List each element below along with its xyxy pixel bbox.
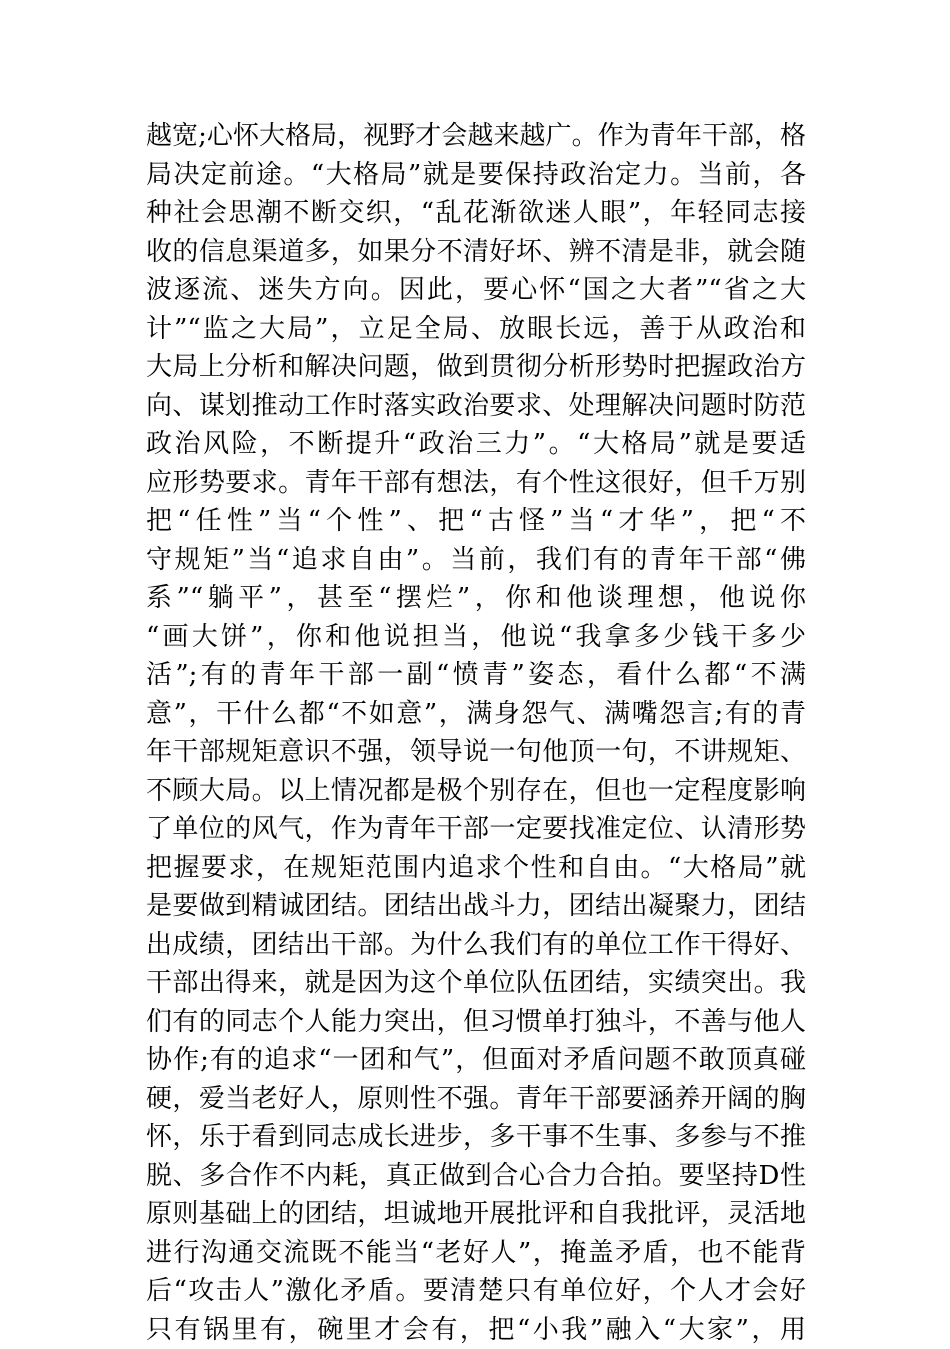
body-text <box>146 117 806 1349</box>
text-line: 越宽;心怀大格局，视野才会越来越广。作为青年干部，格 <box>146 117 806 156</box>
text-line: 硬，爱当老好人，原则性不强。青年干部要涵养开阔的胸 <box>146 1080 806 1119</box>
text-line: 系”“躺平”，甚至“摆烂”，你和他谈理想，他说你 <box>146 579 806 618</box>
text-line: 向、谋划推动工作时落实政治要求、处理解决问题时防范 <box>146 387 806 426</box>
text-line: 应形势要求。青年干部有想法，有个性这很好，但千万别 <box>146 464 806 503</box>
text-line: 不顾大局。以上情况都是极个别存在，但也一定程度影响 <box>146 772 806 811</box>
text-line: 干部出得来，就是因为这个单位队伍团结，实绩突出。我 <box>146 964 806 1003</box>
text-line: 把“任性”当“个性”、把“古怪”当“才华”，把“不 <box>146 502 806 541</box>
text-line: 只有锅里有，碗里才会有，把“小我”融入“大家”，用 <box>146 1311 806 1349</box>
text-line: 局决定前途。“大格局”就是要保持政治定力。当前，各 <box>146 156 806 195</box>
text-line: 波逐流、迷失方向。因此，要心怀“国之大者”“省之大 <box>146 271 806 310</box>
text-line: 把握要求，在规矩范围内追求个性和自由。“大格局”就 <box>146 849 806 888</box>
text-line: 意”，干什么都“不如意”，满身怨气、满嘴怨言;有的青 <box>146 695 806 734</box>
text-line: 是要做到精诚团结。团结出战斗力，团结出凝聚力，团结 <box>146 887 806 926</box>
text-line: “画大饼”，你和他说担当，他说“我拿多少钱干多少 <box>146 618 806 657</box>
text-line: 年干部规矩意识不强，领导说一句他顶一句，不讲规矩、 <box>146 733 806 772</box>
text-line: 后“攻击人”激化矛盾。要清楚只有单位好，个人才会好 <box>146 1272 806 1311</box>
text-line: 脱、多合作不内耗，真正做到合心合力合拍。要坚持D性 <box>146 1157 806 1196</box>
text-line: 出成绩，团结出干部。为什么我们有的单位工作干得好、 <box>146 926 806 965</box>
text-line: 政治风险，不断提升“政治三力”。“大格局”就是要适 <box>146 425 806 464</box>
text-line: 怀，乐于看到同志成长进步，多干事不生事、多参与不推 <box>146 1118 806 1157</box>
text-line: 守规矩”当“追求自由”。当前，我们有的青年干部“佛 <box>146 541 806 580</box>
text-line: 计”“监之大局”，立足全局、放眼长远，善于从政治和 <box>146 310 806 349</box>
text-line: 大局上分析和解决问题，做到贯彻分析形势时把握政治方 <box>146 348 806 387</box>
text-line: 原则基础上的团结，坦诚地开展批评和自我批评，灵活地 <box>146 1195 806 1234</box>
text-line: 协作;有的追求“一团和气”，但面对矛盾问题不敢顶真碰 <box>146 1041 806 1080</box>
text-line: 种社会思潮不断交织，“乱花渐欲迷人眼”，年轻同志接 <box>146 194 806 233</box>
text-line: 收的信息渠道多，如果分不清好坏、辨不清是非，就会随 <box>146 233 806 272</box>
text-line: 活”;有的青年干部一副“愤青”姿态，看什么都“不满 <box>146 656 806 695</box>
text-line: 了单位的风气，作为青年干部一定要找准定位、认清形势 <box>146 810 806 849</box>
text-line: 进行沟通交流既不能当“老好人”，掩盖矛盾，也不能背 <box>146 1234 806 1273</box>
text-line: 们有的同志个人能力突出，但习惯单打独斗，不善与他人 <box>146 1003 806 1042</box>
